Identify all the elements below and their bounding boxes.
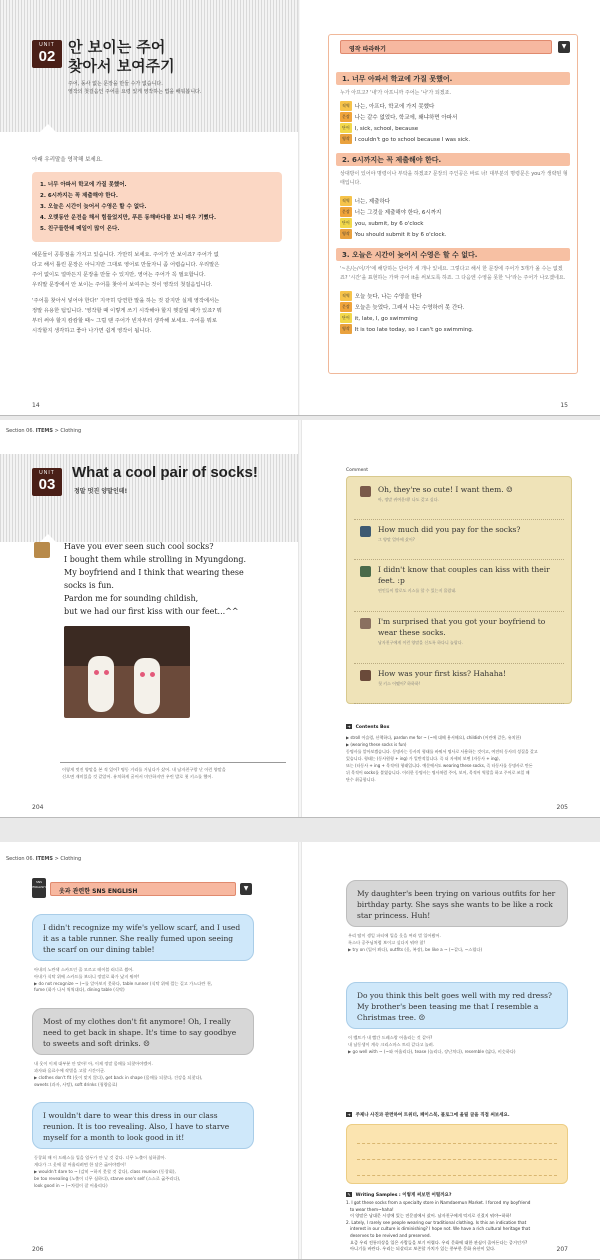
caption-line: 이렇게 멋진 양말을 본 적 있어? 명동 거리를 거닐다가 샀어. 내 남자친구랑 난 이런 양말을 — [62, 767, 226, 772]
bubble-line: Do you think this belt goes well with my red dress? — [357, 991, 552, 1000]
sample-line: 이 양말은 남대문 시장에 있는 전문점에서 샀어. 남자친구에게 억지로 신겼지 뭐야~하하! — [346, 1213, 512, 1219]
practice-list-item: 3. 오늘은 시간이 늦어서 수영은 할 수 없다. — [40, 204, 147, 210]
bubble-line: it as a table runner. She really fumed upon seeing — [43, 934, 234, 943]
bubble-line: I wouldn't dare to wear this dress in our class — [43, 1111, 218, 1121]
bubble-line: My brother's been teasing me that I resemble a — [357, 1002, 539, 1011]
contents-line: ▶ (wearing these socks is fun) — [346, 742, 407, 747]
bubble-line: need to get back in shape. It's time to say goodbye — [43, 1028, 237, 1038]
translation-line: 동창회 때 이 드레스를 입을 엄두가 안 날 것 같다. 너무 노출이 심하잖아. — [34, 1155, 166, 1161]
translation-line: ▶ do not recognize ~ (~를 알아보지 못하다, table runner (식탁 위에 깔는 길고 가느다란 천, — [34, 980, 213, 986]
practice-row — [340, 123, 570, 133]
unit-badge: UNIT 03 — [32, 468, 62, 496]
page-title: 안 보이는 주어 찾아서 보여주기 — [68, 38, 175, 75]
row-tag-1: 문장 — [340, 112, 352, 122]
post-line: I bought them while strolling in Myungdong. — [64, 555, 247, 564]
row-text: You should submit it by 6 o'clock. — [354, 232, 447, 238]
row-text: 너는, 제출하다 — [354, 199, 391, 205]
breadcrumb: Section 06. ITEMS > Clothing — [6, 856, 82, 862]
header-notch — [40, 124, 56, 132]
translation-line: 아내가 식탁 위에 스카프를 보더니 정말로 화가 났지 뭐야! — [34, 973, 140, 979]
row-text: 너는 그것을 제출해야 한다, 6시까지 — [354, 210, 442, 216]
page-subtitle: 주어, 동사 없는 문장을 만들 수가 없습니다. 영작의 첫걸음인 주어를 요령 있게 영작하는 법을 배워봅니다. — [68, 81, 202, 95]
comment-item — [354, 562, 564, 612]
page-number-right: 207 — [556, 1246, 568, 1253]
practice-list-item: 5. 친구들한테 메일이 많이 온다. — [40, 226, 120, 232]
practice-row — [340, 218, 570, 228]
explanation-body — [32, 250, 286, 336]
spread-pages-14-15 — [0, 0, 600, 416]
sample-line: interest in our culture is diminishing? I hope not. We have a rich cultural heritage that — [346, 1226, 531, 1232]
post-text — [64, 540, 286, 618]
commenter-avatar-icon — [360, 486, 371, 497]
practice-row — [340, 324, 570, 334]
bubble-translation — [34, 1155, 270, 1189]
sample-line: 아니기를 바란다. 우리는 되살리고 보존할 가치가 있는 풍부한 문화 유산이 있다. — [346, 1246, 496, 1252]
sample-line: 1. I got these socks from a specialty store in Namdaemun Market. I forced my boyfriend — [346, 1200, 531, 1205]
body-line: 다고 해서 틀린 문장은 아니지만 그대로 영어로 만들자니 좀 어렵습니다. 우리말은 — [32, 262, 220, 268]
practice-row — [340, 302, 570, 312]
contents-line: 있습니다. 형태는 (동사원형 + ing) 가 일반적입니다. 즉 더 자세히 보면 (자동사 + ing), — [346, 756, 500, 761]
spread-pages-204-205 — [0, 420, 600, 818]
section-note: 누가 아프고? '내'가 아프니까 주어는 '나'가 되겠죠. — [340, 90, 452, 96]
practice-list-item: 1. 너무 아파서 학교에 가질 못했어. — [40, 182, 127, 188]
body-line: '주어를 찾아서 넣어야 한다!' 지극히 당연한 말을 하는 것 같지만 실제 영작에서는 — [32, 298, 220, 304]
bubble-line: to sweets and soft drinks. ☹ — [43, 1039, 150, 1049]
row-text: I, sick, school, because — [354, 126, 419, 132]
comment-text — [378, 616, 545, 638]
practice-row — [340, 313, 570, 323]
practice-list-item: 2. 6시까지는 꼭 제출해야 한다. — [40, 193, 118, 199]
spread-pages-206-207 — [0, 842, 600, 1260]
practice-box-label: 영작 따라하기 — [340, 40, 552, 54]
practice-row — [340, 291, 570, 301]
body-line: 예문들이 공통점을 가지고 있습니다. 가만히 보세요. 주어가 안 보이죠? 주어가 없 — [32, 252, 219, 258]
translation-line: 우리 딸이 생일 파티에 입을 옷을 여러 벌 입어봤어. — [348, 933, 441, 938]
section-heading: 2. 6시까지는 꼭 제출해야 한다. — [336, 153, 570, 166]
writing-samples — [346, 1200, 586, 1253]
sample-line: to wear them~haha! — [346, 1206, 394, 1212]
row-tag-2: 단어 — [340, 313, 352, 323]
sns-box-label: 옷과 관련한 SNS ENGLISH — [50, 882, 236, 896]
translation-line: 이 벨트가 내 빨간 드레스랑 어울리는 것 같아? — [348, 1035, 433, 1040]
comment-translation: 아, 정말 귀여운데! 나도 갖고 싶다. — [378, 497, 439, 502]
page-number-right: 205 — [556, 804, 568, 811]
practice-row — [340, 112, 570, 122]
practice-row — [340, 134, 570, 144]
translation-line: sweets (과자, 사탕), soft drinks (청량음료) — [34, 1081, 118, 1087]
body-line: 우리말 문장에서 안 보이는 주어를 찾아서 보여주는 것이 영작의 첫걸음입니다. — [32, 282, 213, 288]
row-text: 오늘은 늦었다, 그래서 나는 수영하러 못 간다. — [354, 305, 465, 311]
contents-line: 동명사를 알아보겠습니다. 동명사는 동사의 형태를 바꿔서 명사로 사용하는 것이고, 여전히 동사의 성질을 갖고 — [346, 749, 538, 754]
writing-area[interactable] — [346, 1124, 568, 1184]
author-avatar — [34, 542, 50, 558]
translation-line: ▶ try on (입어 봐다), outfits (옷, 복장), be like a ~ (~같다, ~스럽다) — [348, 946, 483, 952]
post-line: socks is fun. — [64, 581, 114, 590]
translation-line: ▶ clothes don't fit (옷이 맞지 않다), get back in shape (몸매를 되찾다, 건강을 되찾다), — [34, 1074, 203, 1080]
task-icon: ➜ — [347, 1112, 351, 1117]
row-text: 오늘 늦다, 나는 수영을 한다 — [354, 294, 422, 300]
row-text: it, late, I, go swimming — [354, 316, 418, 322]
post-line: Pardon me for sounding childish, — [64, 594, 199, 603]
page-15 — [300, 0, 600, 415]
page-number-left: 204 — [32, 804, 44, 811]
bubble-line: reunion. It is too revealing. Also, I have to starve — [43, 1122, 230, 1132]
sns-post-bubble — [32, 1008, 254, 1055]
page-number-right: 15 — [560, 402, 568, 409]
comment-line: wear these socks. — [378, 628, 446, 637]
comment-line: How much did you pay for the socks? — [378, 525, 521, 534]
translation-line: 게다가 그 옷에 잘 어울리려면 한 달은 굶어야겠어! — [34, 1162, 126, 1168]
samples-header: ✎ Writing Samples : 이렇게 써보면 어떨까요? — [347, 1192, 452, 1198]
commenter-avatar-icon — [360, 566, 371, 577]
post-line: but we had our first kiss with our feet...^^ — [64, 607, 239, 616]
page-204 — [0, 420, 300, 817]
body-line: 부터 써야 할지 캄캄할 때~ 그럴 땐 주어가 빈자부터 생각해 보세요. 주어를 뭐로 — [32, 318, 217, 324]
commenter-avatar-icon — [360, 526, 371, 537]
comment-text — [378, 668, 506, 679]
comment-item — [354, 614, 564, 664]
section-note: '~은/는/이/가'에 해당하는 단어가 세 개나 있네요. 그렇다고 해서 한 문장에 주어가 3개가 올 수는 없겠죠? '시간'을 표현하는 가짜 주어 it을 써보도록 하죠. 그 다음엔 수영을 못한 '나'라는 주어가 나오겠네요. — [340, 266, 566, 281]
bubble-line: birthday party. She says she wants to be like a rock — [357, 900, 553, 909]
row-text: you, submit, by 6 o'clock — [354, 221, 424, 227]
bubble-line: I didn't recognize my wife's yellow scarf, and I used — [43, 923, 241, 932]
section-heading: 1. 너무 아파서 학교에 가질 못했어. — [336, 72, 570, 85]
page-205 — [300, 420, 600, 817]
comment-line: feet. :p — [378, 576, 405, 585]
body-line: 시작할지 생각하고 좋아 나가면 쉽게 영작이 됩니다. — [32, 328, 152, 334]
bubble-line: the scarf on our dining table! — [43, 945, 155, 954]
contents-line: ▶ stroll 어슬렁, 산책하다, pardon me for ~ (~에 대해 용서해요), childish (어린애 같은, 유치한) — [346, 735, 521, 740]
sock-left — [88, 656, 114, 712]
bubble-line: star princess. Huh! — [357, 911, 431, 920]
practice-sections — [328, 70, 578, 370]
sample-line: 2. Lately, I rarely see people wearing our traditional clothing. Is this an indication that — [346, 1219, 527, 1225]
practice-row — [340, 101, 570, 111]
comment-line: How was your first kiss? Hahaha! — [378, 669, 507, 678]
caption-line: 신으면 재미있을 것 같았어. 유치하게 굴어서 미안하지만 우린 발로 첫 키스를 했어. — [62, 774, 213, 779]
row-text: I couldn't go to school because I was sick. — [354, 137, 471, 143]
sns-english-badge: SNS ENGLISH — [32, 878, 46, 898]
unit-badge: UNIT 02 — [32, 40, 62, 68]
row-tag-0: 직역 — [340, 101, 352, 111]
post-line: Have you ever seen such cool socks? — [64, 542, 214, 551]
row-tag-2: 단어 — [340, 123, 352, 133]
page-206 — [0, 842, 300, 1259]
sample-line: deserves to be revived and preserved. — [346, 1232, 431, 1238]
header-notch — [40, 534, 56, 542]
sample-line: 요즘 우리 전통의상을 입은 사람들을 보기 어렵다. 우리 문화에 대한 관심이 줄어든다는 증거인가? — [346, 1239, 528, 1245]
translation-line: 내 옷이 이제 대부분 안 맞아! 아, 이제 정말 몸매를 되찾아야겠어. — [34, 1061, 153, 1067]
row-tag-0: 직역 — [340, 291, 352, 301]
page-14 — [0, 0, 300, 415]
row-tag-3: 영작 — [340, 229, 352, 239]
practice-list-box — [32, 172, 282, 242]
translation-line: 록스타 공주님처럼 보이고 싶다지 뭐야 참! — [348, 939, 426, 945]
row-tag-1: 문장 — [340, 207, 352, 217]
comment-translation: 남자친구에게 이런 양말을 신도록 하다니 놀랍다. — [378, 640, 463, 645]
commenter-avatar-icon — [360, 670, 371, 681]
practice-row — [340, 196, 570, 206]
page-title: What a cool pair of socks! — [72, 464, 258, 481]
comment-label: Comment — [346, 468, 369, 473]
row-tag-3: 영작 — [340, 324, 352, 334]
translation-line: be too revealing (노출이 너무 심하다), starve one's self (스스로 굶주리다), — [34, 1175, 181, 1181]
comment-list — [346, 476, 572, 704]
row-tag-3: 영작 — [340, 134, 352, 144]
practice-list-item: 4. 오랫동안 운전을 해서 힘들었지만, 푸른 동해바다를 보니 매우 기뻤다. — [40, 215, 217, 221]
comment-line: I'm surprised that you got your boyfriend to — [378, 617, 546, 626]
body-line: 정말 유용한 팁입니다. '영작할 때 이렇게 쓰기 시작해야 할지 헷갈릴 때가 있죠? 뭐 — [32, 308, 222, 314]
page-subtitle: 정말 멋진 양말인데! — [74, 488, 128, 495]
comment-text — [378, 524, 520, 535]
translation-line: 아내의 노란색 스카프인 줄 모르고 테이블 러너로 썼어. — [34, 967, 134, 972]
bubble-line: myself for a month to look good in it! — [43, 1133, 185, 1143]
task-header: ➜ 주제나 사진과 관련하여 트위터, 페이스북, 블로그에 올릴 글을 직접 써보세요. — [347, 1112, 510, 1118]
row-tag-2: 단어 — [340, 218, 352, 228]
comment-item — [354, 522, 564, 560]
contents-line: 또는 (타동사 + ing + 목적어) 형태입니다. 예문에서도 wearing these socks, 즉 타동사를 동명사로 만든 — [346, 763, 533, 768]
row-text: 나는 같수 없었다, 학교에, 왜냐하면 아파서 — [354, 115, 458, 121]
comment-line: Oh, they're so cute! I want them. ☺ — [378, 485, 513, 494]
comment-text — [378, 484, 513, 495]
contents-line: 뒤 목적어 socks를 붙였습니다. 이러한 동명사는 명사처럼 주어, 보어, 목적어 역할을 하고 주어로 쓰일 때 — [346, 770, 530, 775]
breadcrumb: Section 06. ITEMS > Clothing — [6, 428, 82, 434]
sns-posts-right — [300, 842, 600, 1102]
translation-line: ▶ wouldn't dare to ~ (감히 ~하지 못할 것 같다), class reunion (동창회), — [34, 1168, 176, 1174]
body-line: 주어 없이도 얼마든지 문장을 만들 수 있지만, 영어는 주어가 꼭 필요합니다. — [32, 272, 206, 278]
expand-toggle-icon[interactable]: ▼ — [240, 883, 252, 895]
sock-right — [134, 658, 160, 714]
post-translation — [62, 766, 288, 780]
commenter-avatar-icon — [360, 618, 371, 629]
comment-item — [354, 666, 564, 704]
comment-translation: 연인들이 발로도 키스를 할 수 있는지 몰랐네. — [378, 588, 457, 593]
row-tag-0: 직역 — [340, 196, 352, 206]
translation-line: fume (화가 나서 씩씩대다), dining table (식탁) — [34, 987, 125, 993]
comment-translation: 그 양말 얼마에 샀어? — [378, 537, 415, 542]
row-text: It is too late today, so I can't go swimming. — [354, 327, 474, 333]
bubble-translation — [34, 967, 270, 994]
row-tag-1: 문장 — [340, 302, 352, 312]
sns-post-bubble — [32, 914, 254, 961]
bubble-line: Christmas tree. ☹ — [357, 1013, 426, 1022]
bubble-translation — [348, 1035, 584, 1055]
translation-line: 과자와 음료수에 작별을 고할 시간이군. — [34, 1067, 106, 1073]
sns-posts-left — [0, 842, 300, 1259]
bubble-translation — [348, 933, 584, 953]
contents-box-header: ➜ Contents Box — [347, 724, 390, 730]
contents-line: 단수 취급합니다. — [346, 777, 376, 782]
page-number-left: 14 — [32, 402, 40, 409]
practice-row — [340, 229, 570, 239]
comment-item — [354, 482, 564, 520]
bubble-translation — [34, 1061, 270, 1088]
translation-line: look good in ~ (~차림이 잘 어울리다) — [34, 1182, 108, 1188]
sns-post-bubble — [346, 880, 568, 927]
page-number-left: 206 — [32, 1246, 44, 1253]
sns-post-bubble — [346, 982, 568, 1029]
section-heading: 3. 오늘은 시간이 늦어서 수영은 할 수 없다. — [336, 248, 570, 261]
page-207 — [300, 842, 600, 1259]
translation-line: ▶ go well with ~ (~와 어울리다), tease (놀리다, 장난치다), resemble (닮다, 비슷하다) — [348, 1048, 516, 1054]
caption-rule — [60, 762, 286, 763]
comment-text — [378, 564, 550, 586]
post-photo — [64, 626, 190, 718]
bubble-line: My daughter's been trying on various outfits for her — [357, 889, 556, 898]
intro-text: 아래 우리말을 영작해 보세요. — [32, 157, 103, 163]
sns-post-bubble — [32, 1102, 254, 1149]
comment-translation: 첫 키스 어땠어? 하하하! — [378, 681, 421, 686]
expand-toggle-icon[interactable]: ▼ — [558, 41, 570, 53]
row-text: 나는, 아프다, 학교에 가지 못했다 — [354, 104, 435, 110]
post-line: My boyfriend and I think that wearing these — [64, 568, 244, 577]
translation-line: 내 남동생이 계속 크리스마스 트리 같다고 놀려. — [348, 1041, 435, 1047]
comment-line: I didn't know that couples can kiss with their — [378, 565, 550, 574]
bubble-line: Most of my clothes don't fit anymore! Oh, I really — [43, 1017, 231, 1027]
practice-row — [340, 207, 570, 217]
contents-box-text — [346, 734, 582, 783]
contents-box-icon: ➜ — [347, 724, 351, 729]
samples-icon: ✎ — [347, 1192, 351, 1197]
section-note: 상대방이 있어야 명령이나 부탁을 하겠죠? 문장의 주인공은 바로 너! 대부분의 명령문은 you가 생략된 형태입니다. — [340, 171, 568, 186]
